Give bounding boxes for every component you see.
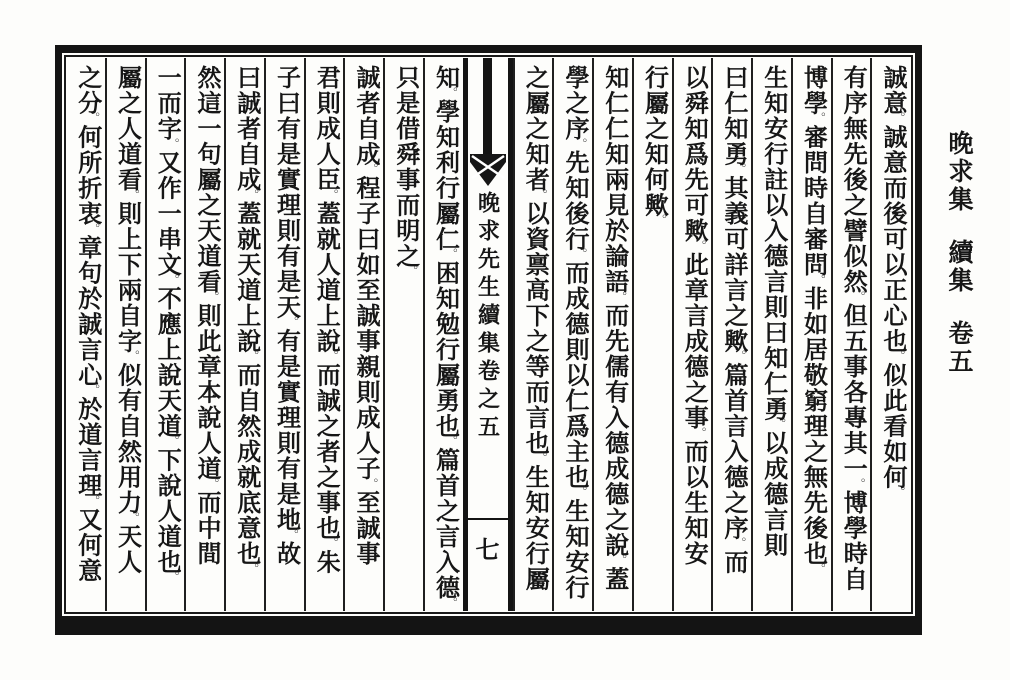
fishtail-ornament [468, 154, 508, 188]
text-column-3: 博學。審問時自審問。非如居敬窮理之無先後也。 [791, 58, 831, 611]
margin-label-volume: 卷五 [945, 320, 974, 376]
text-column-4: 生知安行註以入德言則曰知仁勇。以成德言則 [751, 58, 791, 611]
page-frame [55, 45, 922, 635]
center-column [463, 58, 513, 611]
banxin-divider [468, 518, 508, 520]
text-column-15: 子曰有是實理則有是天。有是實理則有是地。故 [264, 58, 304, 611]
text-column-12: 只是借舜事而明之。 [383, 58, 423, 611]
margin-volume-label [947, 130, 972, 376]
text-column-9: 學之序。先知後行。而成德則以仁爲主也。生知安行 [552, 58, 592, 611]
text-area [67, 58, 910, 611]
text-column-19: 屬之人道看。則上下兩自字。似有自然用力。天人 [105, 58, 145, 611]
text-column-2: 有序無先後之譬似然。但五事各專其一。博學時自 [831, 58, 871, 611]
text-column-14: 君則成人臣。蓋就人道上說。而誠之者之事也。朱 [304, 58, 344, 611]
text-column-20: 之分。何所折衷。章句於誠言心。於道言理。又何意 [73, 65, 103, 584]
margin-label-part: 續集 [945, 239, 974, 295]
text-column-1: 誠意。誠意而後可以正心也。似此看如何。 [870, 58, 910, 611]
text-column-10: 之屬之知者。以資禀高下之等而言也。生知安行屬 [513, 58, 553, 611]
text-column-5: 曰仁知勇。其義可詳言之歟。篇首言入德之序。而 [711, 58, 751, 611]
text-column-13: 誠者自成。程子曰如至誠事親則成人子。至誠事 [343, 58, 383, 611]
text-column-17: 然這一句屬之天道看。則此章本說人道。而中間 [184, 58, 224, 611]
banxin-title: 晚求先生續集卷之五 [474, 191, 501, 443]
black-mouth-bar [483, 58, 492, 154]
page-number: 七 [475, 535, 500, 564]
text-column-11: 知。學知利行屬仁。困知勉行屬勇也。篇首之言入德。 [423, 58, 463, 611]
text-column-6: 以舜知爲先可歟。此章言成德之事。而以生知安 [672, 58, 712, 611]
text-column-16: 曰誠者自成。蓋就天道上說。而自然成就底意也。 [224, 58, 264, 611]
text-column-7: 行屬之知何歟。 [632, 58, 672, 611]
text-column-18: 一而字。又作一串文。不應上說天道。下說人道也。 [145, 58, 185, 611]
margin-label-collection: 晚求集 [945, 130, 974, 214]
text-column-8: 知仁仁知兩見於論語。而先儒有入德成德之說。蓋 [592, 58, 632, 611]
